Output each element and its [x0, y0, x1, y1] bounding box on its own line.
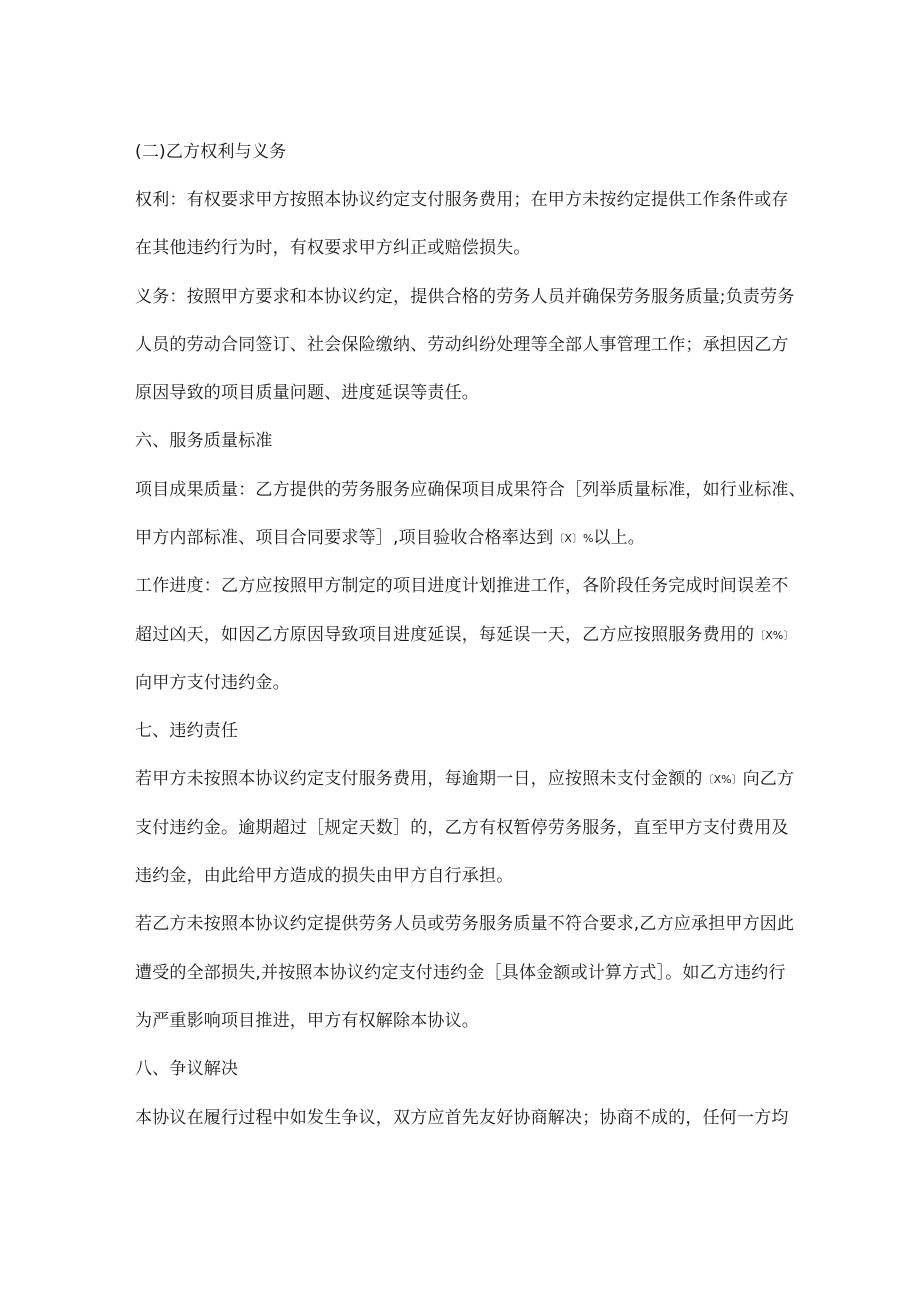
paragraph-line	[135, 523, 645, 553]
text-fragment: 若甲方未按照本协议约定支付服务费用，每逾期一日，应按照未支付金额的	[135, 769, 703, 789]
section-heading-breach-liability: 七、违约责任	[135, 721, 239, 741]
paragraph-line: 为严重影响项目推进，甲方有权解除本协议。	[135, 1011, 479, 1031]
paragraph-line: 权利：有权要求甲方按照本协议约定支付服务费用；在甲方未按约定提供工作条件或存	[135, 190, 789, 210]
paragraph-line: 向甲方支付违约金。	[135, 673, 290, 693]
paragraph-line: 原因导致的项目质量问题、进度延误等责任。	[135, 383, 479, 403]
section-heading-dispute-resolution: 八、争议解决	[135, 1059, 239, 1079]
paragraph-line	[135, 620, 794, 650]
text-fragment: 向乙方	[742, 769, 795, 789]
text-fragment: 甲方内部标准、项目合同要求等］,项目验收合格率达到	[135, 528, 554, 548]
paragraph-line: 支付违约金。逾期超过［规定天数］的，乙方有权暂停劳务服务，直至甲方支付费用及	[135, 818, 789, 838]
paragraph-line: 在其他违约行为时，有权要求甲方纠正或赔偿损失。	[135, 238, 531, 258]
paragraph-line: 工作进度：乙方应按照甲方制定的项目进度计划推进工作，各阶段任务完成时间误差不	[135, 576, 789, 596]
percentage-placeholder: 〔X%〕	[702, 773, 743, 786]
percentage-placeholder: 〔X〕%	[553, 532, 594, 545]
paragraph-line: 本协议在履行过程中如发生争议，双方应首先友好协商解决；协商不成的，任何一方均	[135, 1108, 789, 1128]
paragraph-line: 违约金，由此给甲方造成的损失由甲方自行承担。	[135, 866, 514, 886]
paragraph-line	[135, 764, 794, 794]
paragraph-line: 若乙方未按照本协议约定提供劳务人员或劳务服务质量不符合要求,乙方应承担甲方因此	[135, 914, 795, 934]
section-heading-quality-standard: 六、服务质量标准	[135, 431, 273, 451]
paragraph-line: 义务：按照甲方要求和本协议约定，提供合格的劳务人员并确保劳务服务质量;负责劳务	[135, 287, 795, 307]
text-fragment: 以上。	[593, 528, 646, 548]
paragraph-line: 项目成果质量：乙方提供的劳务服务应确保项目成果符合［列举质量标准，如行业标准、	[135, 480, 806, 500]
paragraph-line: 遭受的全部损失,并按照本协议约定支付违约金［具体金额或计算方式］。如乙方违约行	[135, 963, 786, 983]
paragraph-line: 人员的劳动合同签订、社会保险缴纳、劳动纠纷处理等全部人事管理工作；承担因乙方	[135, 335, 789, 355]
text-fragment: 超过凶天，如因乙方原因导致项目进度延误，每延误一天，乙方应按照服务费用的	[135, 625, 755, 645]
percentage-placeholder: 〔X%〕	[754, 629, 795, 642]
section-heading-party-b-rights: (二)乙方权利与义务	[135, 142, 287, 162]
